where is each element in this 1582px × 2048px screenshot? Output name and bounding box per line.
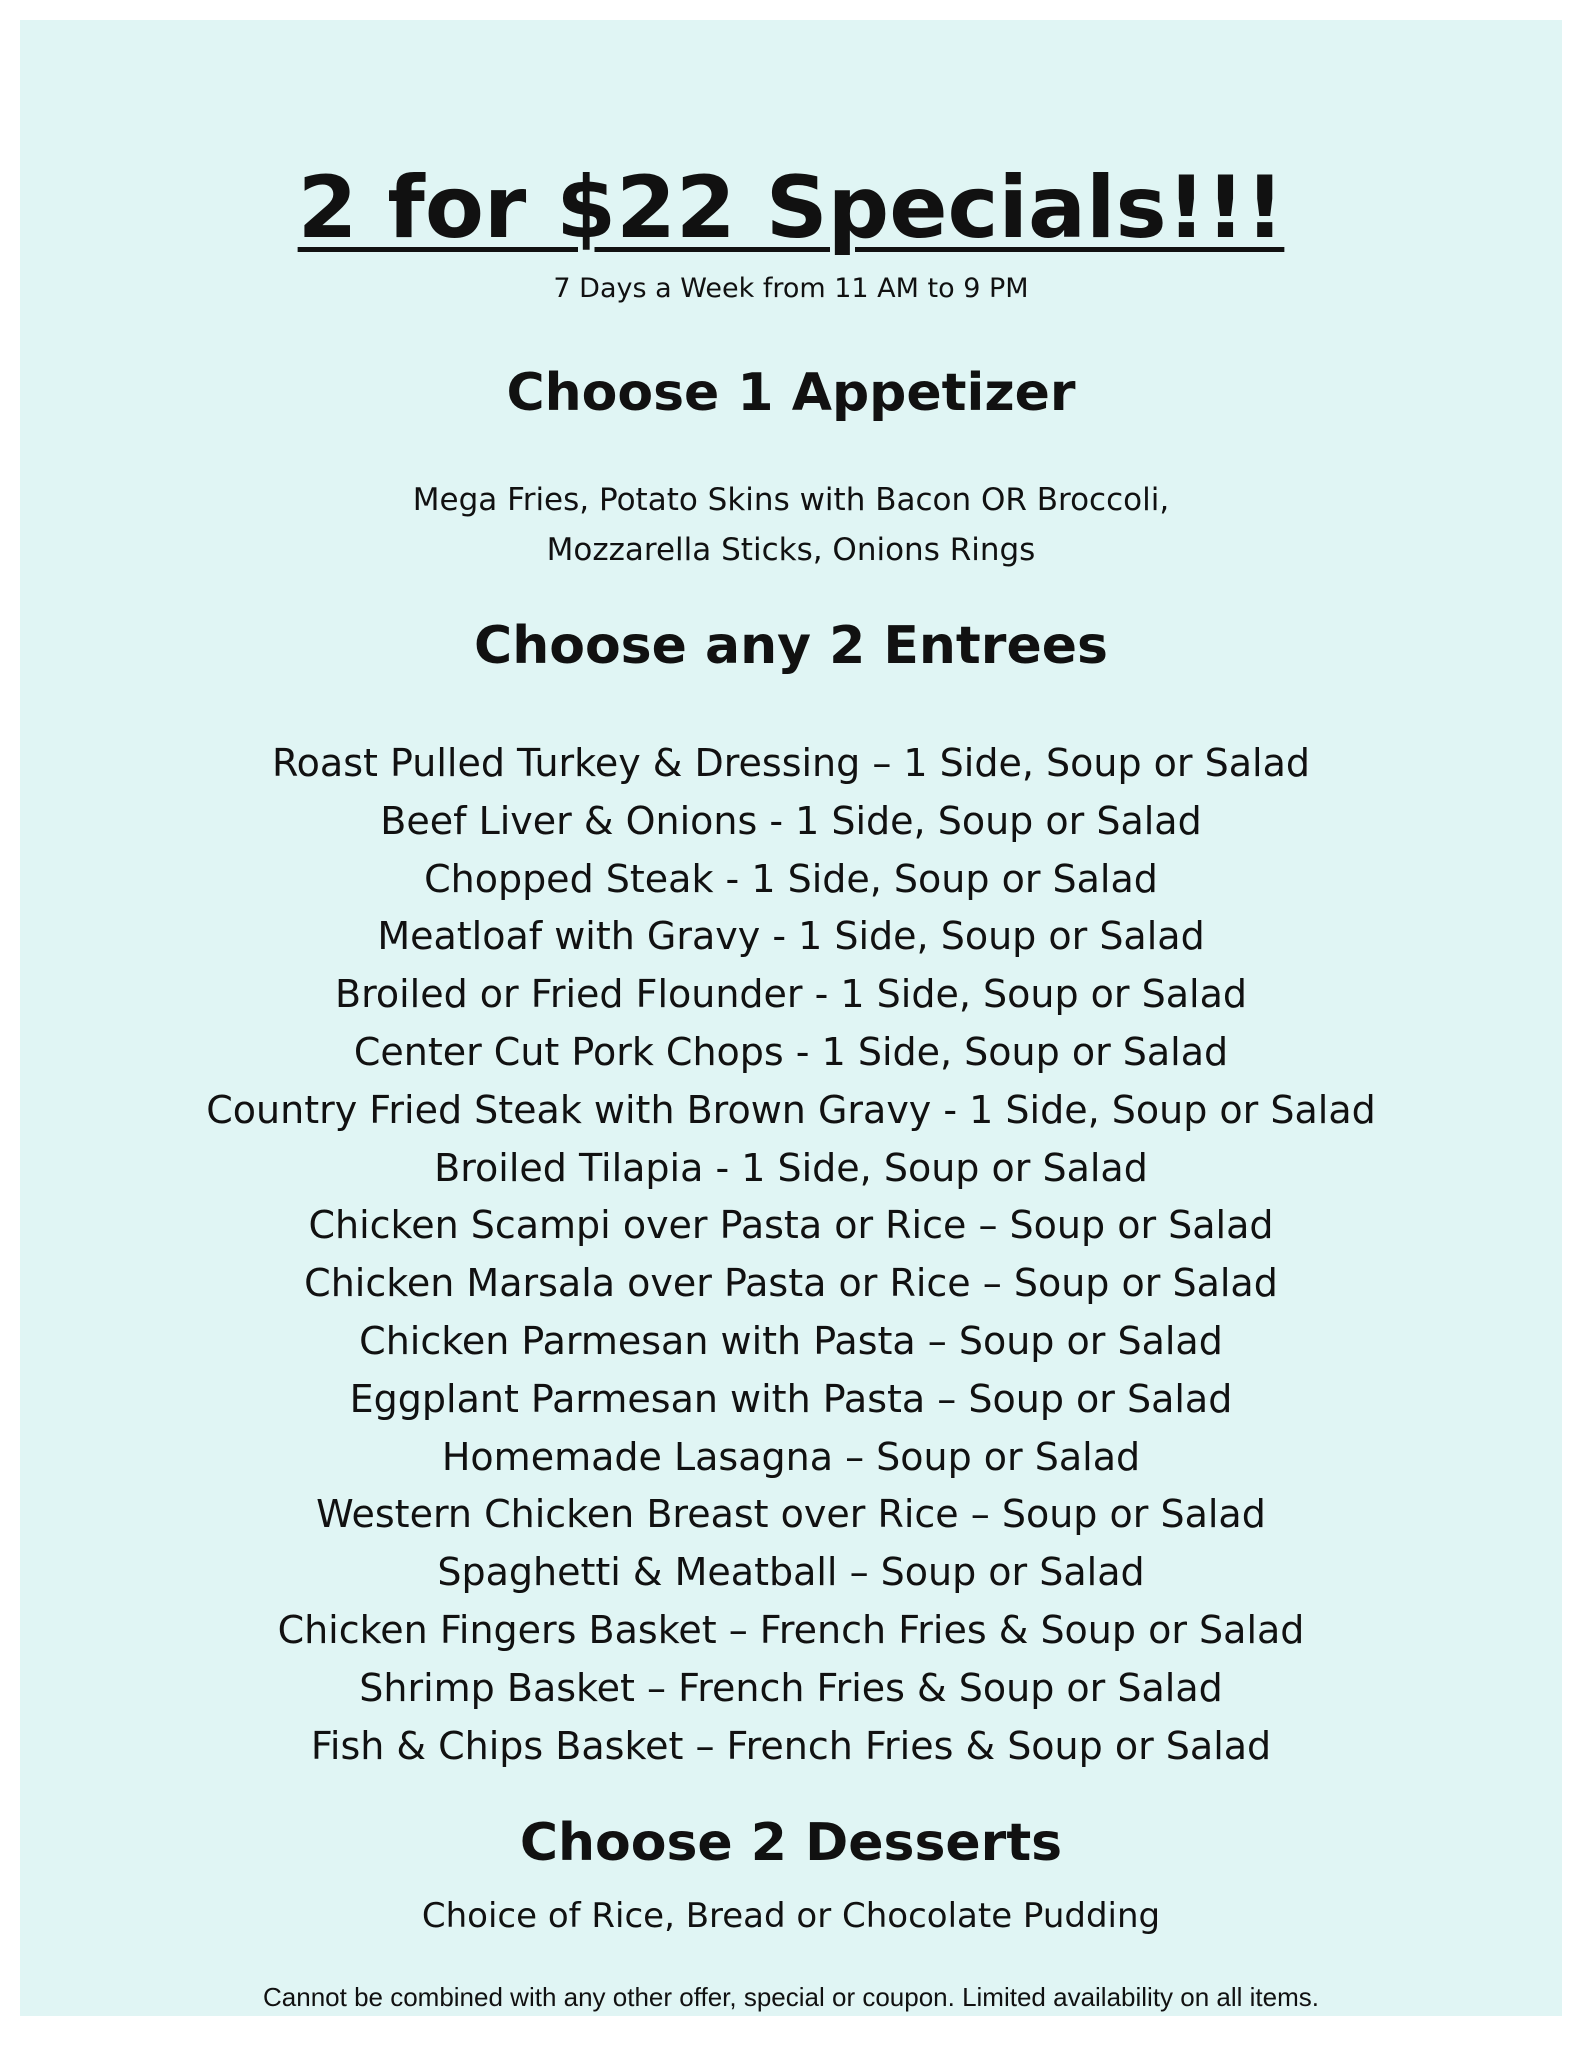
entree-item: Chicken Fingers Basket – French Fries & Soup or Salad — [277, 1607, 1305, 1652]
entree-item: Eggplant Parmesan with Pasta – Soup or Salad — [349, 1376, 1233, 1421]
appetizer-list — [20, 475, 1562, 575]
entree-item: Chicken Parmesan with Pasta – Soup or Salad — [359, 1318, 1223, 1363]
entree-item: Broiled Tilapia - 1 Side, Soup or Salad — [434, 1145, 1148, 1190]
entree-item: Center Cut Pork Chops - 1 Side, Soup or Salad — [353, 1029, 1229, 1074]
disclaimer: Cannot be combined with any other offer, special or coupon. Limited availability on all items. — [263, 1982, 1319, 2012]
entree-heading: Choose any 2 Entrees — [474, 616, 1108, 676]
entree-item: Beef Liver & Onions - 1 Side, Soup or Salad — [380, 798, 1202, 843]
entree-item: Western Chicken Breast over Rice – Soup or Salad — [316, 1492, 1266, 1537]
entree-item: Homemade Lasagna – Soup or Salad — [441, 1434, 1141, 1479]
dessert-choices: Choice of Rice, Bread or Chocolate Pudding — [421, 1896, 1161, 1936]
entree-list — [20, 735, 1562, 1775]
entree-item: Spaghetti & Meatball – Soup or Salad — [437, 1550, 1145, 1595]
entree-item: Roast Pulled Turkey & Dressing – 1 Side, Soup or Salad — [271, 741, 1310, 785]
appetizer-line: Mozzarella Sticks, Onions Rings — [546, 532, 1036, 568]
entree-item: Fish & Chips Basket – French Fries & Soup or Salad — [310, 1723, 1272, 1768]
entree-item: Chicken Scampi over Pasta or Rice – Soup or Salad — [308, 1203, 1274, 1248]
entree-item: Broiled or Fried Flounder - 1 Side, Soup or Salad — [335, 972, 1247, 1017]
entree-item: Chicken Marsala over Pasta or Rice – Soup or Salad — [304, 1261, 1278, 1306]
flyer-title-text: 2 for $22 Specials!!! — [297, 158, 1285, 258]
entree-item: Shrimp Basket – French Fries & Soup or Salad — [359, 1665, 1223, 1710]
menu-flyer — [20, 20, 1562, 2016]
service-hours: 7 Days a Week from 11 AM to 9 PM — [553, 273, 1029, 304]
appetizer-line: Mega Fries, Potato Skins with Bacon OR Broccoli, — [412, 482, 1170, 518]
dessert-heading: Choose 2 Desserts — [519, 1813, 1063, 1873]
appetizer-heading: Choose 1 Appetizer — [506, 363, 1076, 423]
entree-item: Chopped Steak - 1 Side, Soup or Salad — [424, 856, 1158, 901]
entree-item: Meatloaf with Gravy - 1 Side, Soup or Salad — [377, 914, 1205, 959]
entree-item: Country Fried Steak with Brown Gravy - 1 Side, Soup or Salad — [206, 1087, 1376, 1132]
flyer-title — [20, 158, 1562, 258]
